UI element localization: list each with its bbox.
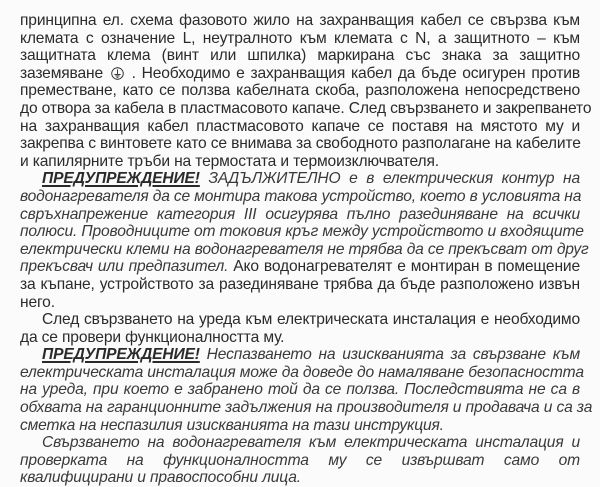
paragraph-functional-check <box>20 311 580 346</box>
text-line: водонагревателя да се монтира такова устройство, което в условията на <box>20 187 582 205</box>
text-line: него. <box>20 293 55 311</box>
text-line: квалифицирани и правоспособни лица. <box>20 469 301 487</box>
text-line: електрически клеми на водонагревателя не трябва да се прекъсват от друг <box>20 240 589 258</box>
text-fragment: прекъсвач или предпазител. <box>20 258 229 276</box>
warning-label: ПРЕДУПРЕЖДЕНИЕ! <box>42 346 200 364</box>
warning-label: ПРЕДУПРЕЖДЕНИЕ! <box>42 170 200 188</box>
text-line: защитната клема (винт или шпилка) маркирана със знака за защитно <box>20 47 580 65</box>
warning-disconnect-device <box>20 170 589 311</box>
text-line: до отвора за кабела в пластмасовото капаче. След свързването и закрепването <box>20 99 592 117</box>
warning-noncompliance <box>20 346 593 434</box>
text-line: закрепва с винтовете като се внимава за свободното разполагане на кабелите <box>20 135 581 153</box>
text-line: принципна ел. схема фазовото жило на захранващия кабел се свързва към <box>20 12 580 29</box>
text-line: клемата с означение L, неутралното към клемата с N, а защитното – към <box>20 29 580 47</box>
text-fragment: ЗАДЪЛЖИТЕЛНО е в електрическия контур на <box>208 170 580 188</box>
document-page <box>20 12 593 487</box>
warning-first-line <box>20 346 580 364</box>
text-fragment: заземяване <box>20 64 104 82</box>
text-line: сметка на неспазилия изискванията на тази инструкция. <box>20 416 444 434</box>
text-line: обхвата на гаранционните задължения на производителя и продавача и са за <box>20 399 593 417</box>
text-line: да се провери функционалността му. <box>20 328 285 346</box>
text-line: свръхнапрежение категория III осигурява пълно разединяване на всички <box>20 205 580 223</box>
ground-icon <box>111 67 124 80</box>
paragraph-wiring <box>20 12 592 170</box>
text-line: проверката на функционалността му се извършват само от <box>20 451 580 469</box>
text-line: и капилярните тръби на термостата и термоизключвателя. <box>20 152 439 170</box>
warning-first-line <box>20 170 580 188</box>
text-line: Свързването на водонагревателя към електрическата инсталация и <box>42 434 580 452</box>
paragraph-qualified-persons <box>20 434 580 487</box>
text-line-mixed <box>20 258 580 276</box>
text-line: на уреда, при което е забранено той да се ползва. Последствията не са в <box>20 381 580 399</box>
text-line: на захранващия кабел пластмасовото капаче се поставя на мястото му и <box>20 117 580 135</box>
text-line: за къпане, устройството за разединяване трябва да бъде разположено извън <box>20 275 580 293</box>
text-line: електрическата инсталация може да доведе до намаляване безопасността <box>20 363 584 381</box>
text-fragment: . Необходимо е захранващия кабел да бъде осигурен против <box>131 64 581 82</box>
text-line: преместване, като се ползва кабелната скоба, разположена непосредствено <box>20 82 580 100</box>
text-line-with-symbol <box>20 65 580 83</box>
text-line: полюси. Проводниците от токовия кръг между устройството и входящите <box>20 223 584 241</box>
text-fragment: Ако водонагревателят е монтиран в помещение <box>228 258 580 276</box>
text-fragment: Неспазването на изискванията за свързване към <box>206 346 580 364</box>
text-line: След свързването на уреда към електрическата инсталация е необходимо <box>42 311 580 329</box>
